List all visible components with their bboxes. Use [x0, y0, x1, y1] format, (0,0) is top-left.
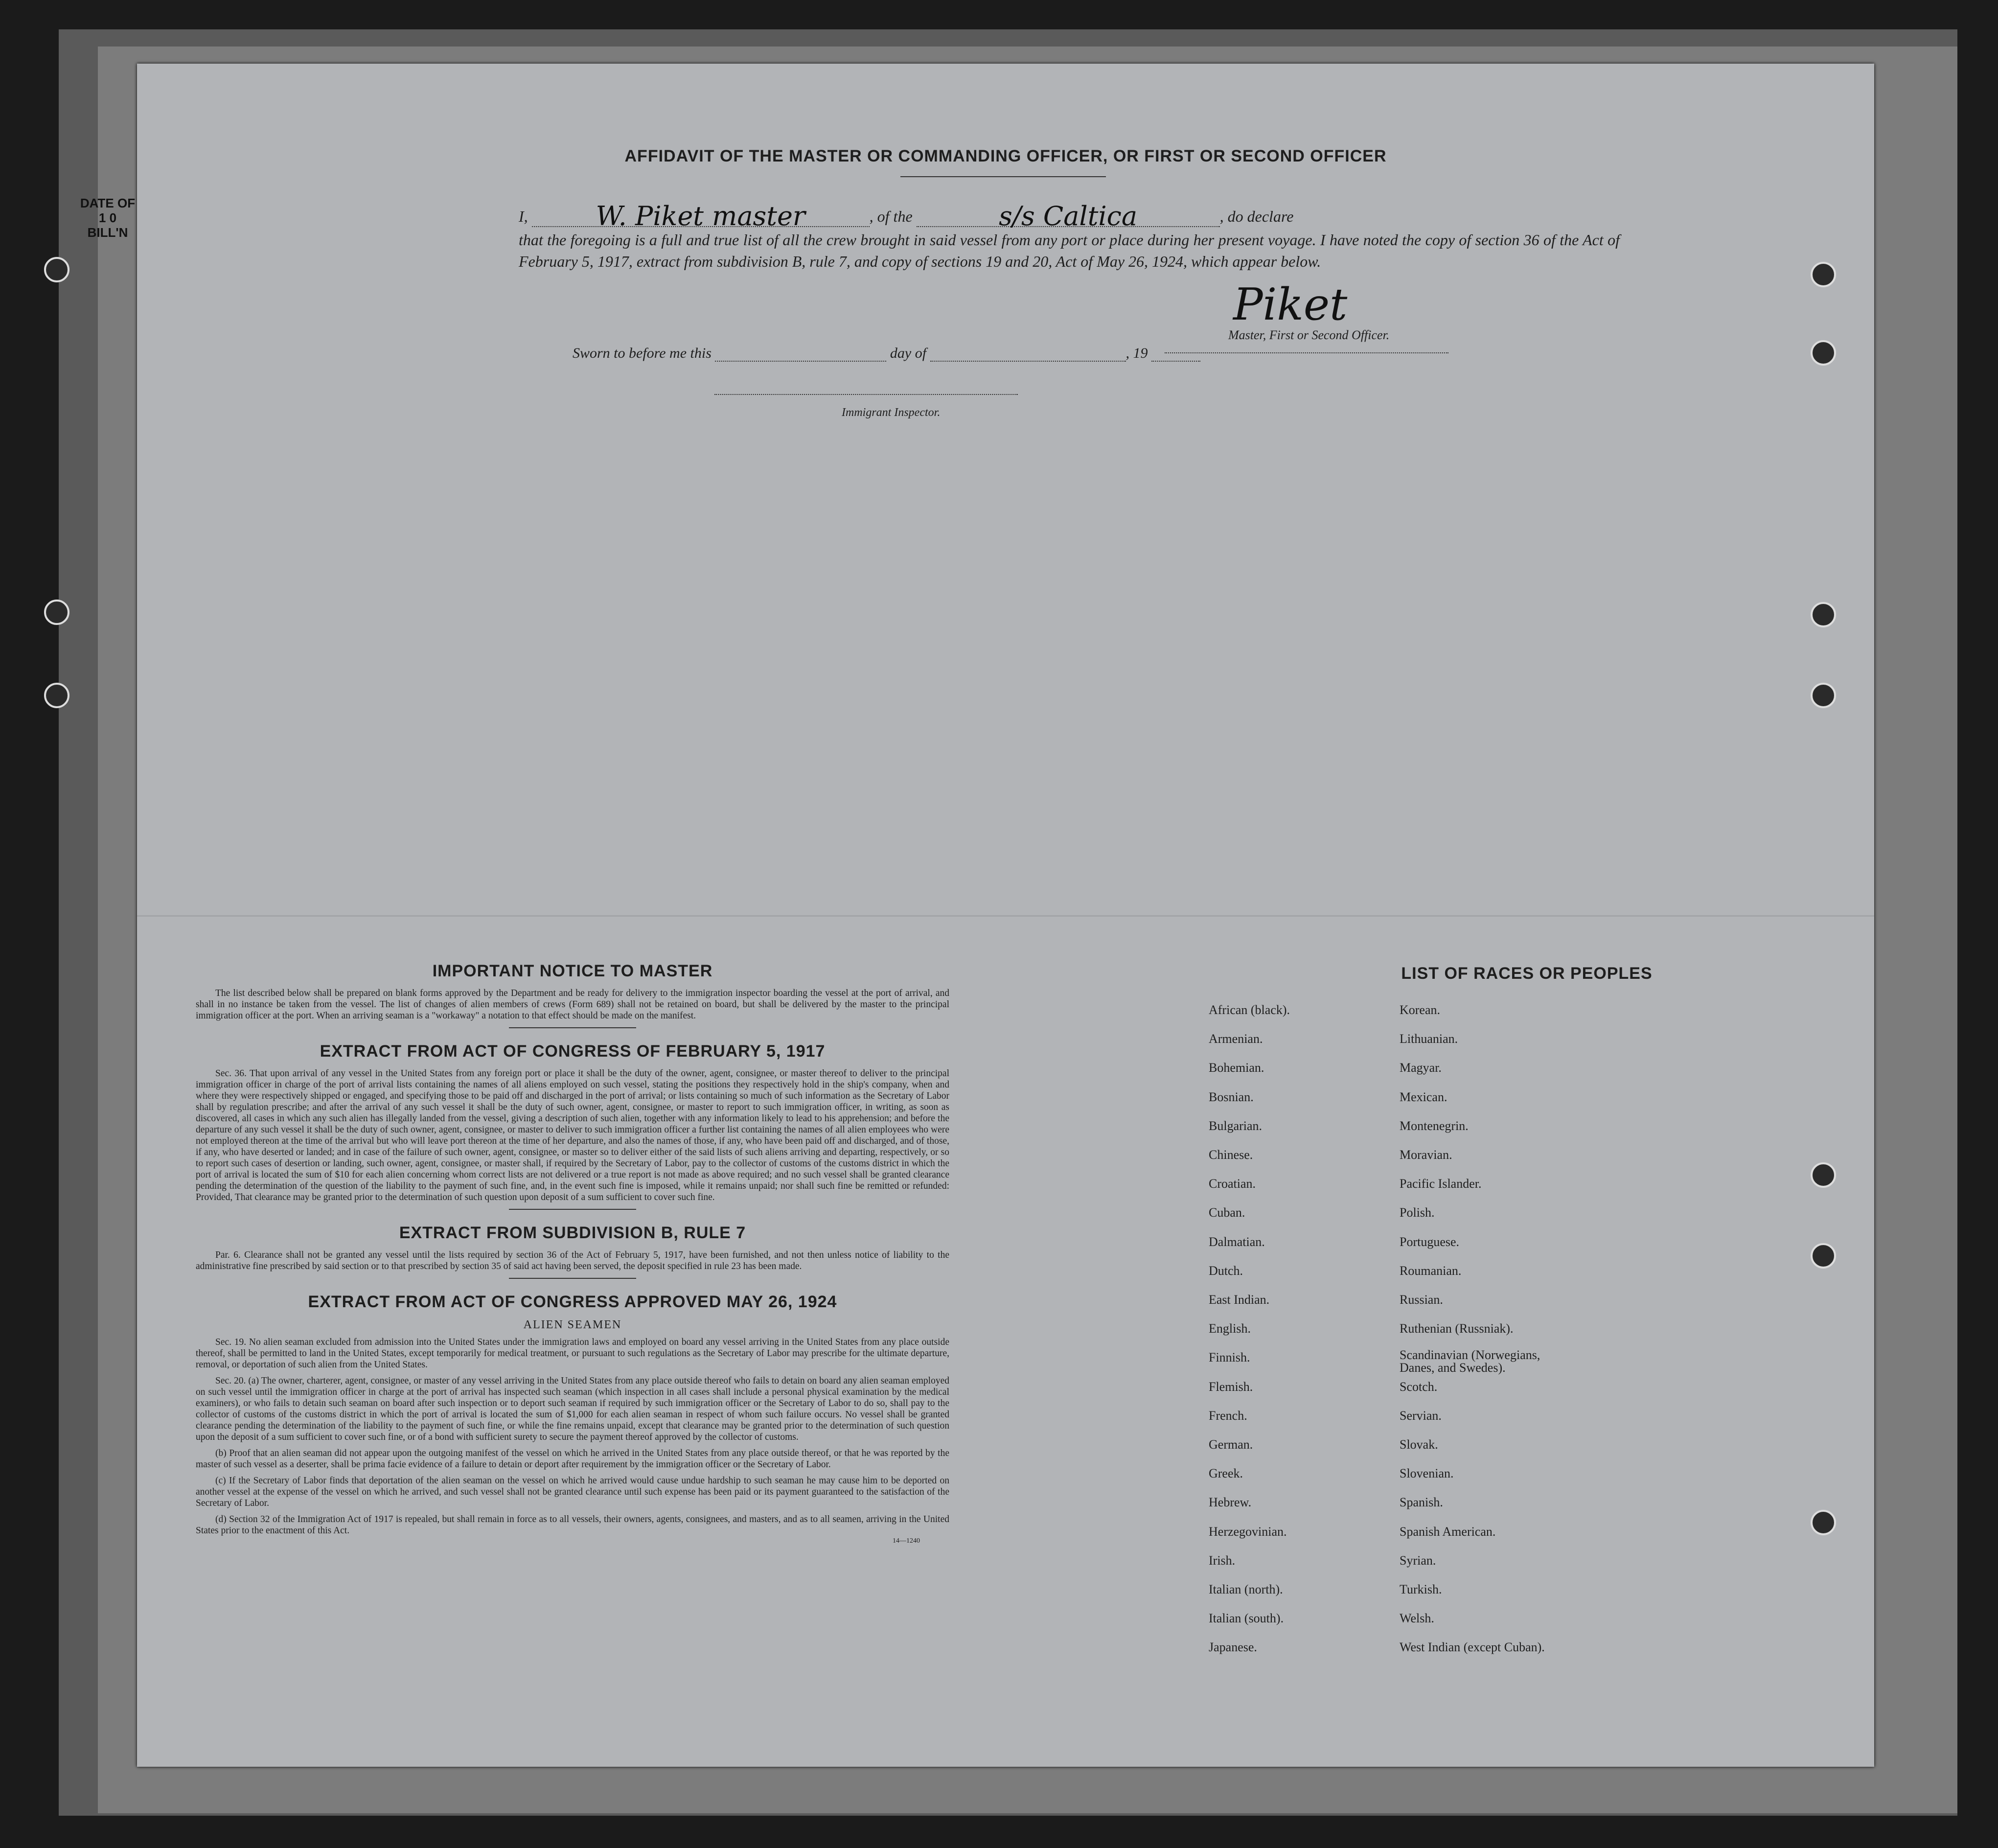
race-item: Cuban. [1209, 1205, 1245, 1220]
race-item: Irish. [1209, 1553, 1236, 1568]
race-item: Dutch. [1209, 1263, 1243, 1278]
race-item: Croatian. [1209, 1177, 1256, 1191]
race-item: Syrian. [1400, 1553, 1436, 1568]
extract-1924-paragraph: (b) Proof that an alien seaman did not appear upon the outgoing manifest of the vessel on which he arrived in the United States from any place outside thereof, or that he was reported by the master of such vessel as a deserter, shall be prima facie evidence of a failure to detain or deport after requirement by the immigration officer or the Secretary of Labor. [196, 1448, 949, 1470]
notice-text: The list described below shall be prepared on blank forms approved by the Department and be ready for delivery to the immigration inspector boarding the vessel at the port of arrival, and shall in no instance be taken from the vessel. The list of changes of alien members of crews (Form 689) shall not be retained on board, but shall be delivered by the master to the principal immigration officer at the port. When an arriving seaman is a "workaway" a notation to that effect should be made on the manifest. [196, 988, 949, 1021]
race-item: Japanese. [1209, 1640, 1257, 1655]
page-fold [137, 915, 1874, 917]
race-item: Bosnian. [1209, 1089, 1254, 1104]
race-item: Roumanian. [1400, 1263, 1462, 1278]
rule7-text: Par. 6. Clearance shall not be granted any vessel until the lists required by section 36 of the Act of February 5, 1917, have been furnished, and not then unless notice of liability to the administrative fine prescribed by said section or to that prescribed by section 35 of said act having been served, the deposit specified in rule 23 has been made. [196, 1250, 949, 1271]
race-item: Pacific Islander. [1400, 1177, 1482, 1191]
binder-hole-icon [1811, 683, 1836, 708]
do-declare-label: , do declare [1219, 208, 1294, 225]
sworn-day-label: day of [890, 345, 927, 361]
date-stamp [73, 196, 142, 240]
divider [509, 1027, 636, 1028]
binder-hole-icon [1811, 262, 1836, 287]
extract-1917-text: Sec. 36. That upon arrival of any vessel in the United States from any foreign port or place it shall be the duty of the owner, agent, consignee, or master thereof to deliver to the principal immigration officer in charge of the port of arrival lists containing the names of all aliens employed on such vessel, stating the positions they respectively hold in the ship's company, when and where they were respectively shipped or engaged, and specifying those to be paid off and discharged in the port of arrival; or lists containing so much of such information as the Secretary of Labor shall by regulation prescribe; and after the arrival of any such vessel it shall be the duty of such owner, agent, consignee, or master to report to such immigration officer, in writing, as soon as discovered, all cases in which any such alien has illegally landed from the vessel, giving a description of such alien, together with any information likely to lead to his apprehension; and before the departure of any such vessel it shall be the duty of such owner, agent, consignee, or master to deliver to such immigration officer a further list containing the names of all alien employees who were not employed thereon at the time of the arrival but who will leave port thereon at the time of her departure, and also the names of those, if any, who have been paid off and discharged, and of those, if any, who have deserted or landed; and in case of the failure of such owner, agent, consignee, or master so to deliver either of the said lists of such aliens arriving and departing, respectively, or so to report such cases of desertion or landing, such owner, agent, consignee, or master shall, if required by the Secretary of Labor, pay to the collector of customs of the customs district in which the port of arrival is located the sum of $10 for each alien concerning whom correct lists are not delivered or a true report is not made as above required; and no such vessel shall be granted clearance pending the determination of the question of the liability to the payment of such fine, and, in the event such fine is imposed, while it remains unpaid; nor shall such fine be remitted or refunded: Provided, That clearance may be granted prior to the determination of such question upon deposit of a sum sufficient to cover such fine. [196, 1068, 949, 1202]
master-signature: Piket [1233, 279, 1348, 330]
race-item: West Indian (except Cuban). [1400, 1640, 1545, 1655]
race-item: Servian. [1400, 1408, 1442, 1423]
master-name-handwritten: W. Piket master [596, 201, 805, 231]
notice-title: IMPORTANT NOTICE TO MASTER [432, 962, 713, 980]
race-item: Lithuanian. [1400, 1032, 1458, 1046]
stamp-line: 1 0 [98, 210, 117, 225]
race-item: Herzegovinian. [1209, 1524, 1287, 1539]
race-item: Italian (south). [1209, 1611, 1284, 1626]
sworn-year-field [1151, 346, 1200, 362]
alien-seamen-subtitle: ALIEN SEAMEN [523, 1318, 622, 1331]
binder-hole-icon [1811, 1162, 1836, 1188]
race-item: Italian (north). [1209, 1582, 1283, 1596]
race-item: Dalmatian. [1209, 1234, 1265, 1249]
extract-1924-paragraph: (d) Section 32 of the Immigration Act of 1917 is repealed, but shall remain in force as to all vessels, their owners, agents, consignees, and masters, and as to all seamen, arriving in the United States prior to the enactment of this Act. [196, 1514, 949, 1536]
sworn-prefix: Sworn to before me this [573, 345, 712, 361]
divider [900, 176, 1106, 177]
affidavit-pronoun: I, [519, 208, 528, 225]
race-item: Armenian. [1209, 1032, 1263, 1046]
stamp-line: DATE OF [80, 196, 136, 210]
race-item: Montenegrin. [1400, 1118, 1469, 1133]
rule7-title: EXTRACT FROM SUBDIVISION B, RULE 7 [399, 1224, 746, 1242]
race-item: Greek. [1209, 1466, 1243, 1481]
extract-1924-paragraph: (c) If the Secretary of Labor finds that deportation of the alien seaman on the vessel on which he arrived would cause undue hardship to such seaman he may cause him to be deported on another vessel at the expense of the vessel on which he arrived, and such vessel shall not be granted clearance until such expense has been paid or its payment guaranteed to the satisfaction of the Secretary of Labor. [196, 1476, 949, 1508]
extract-1924-paragraph: Sec. 19. No alien seaman excluded from admission into the United States under the immigration laws and employed on board any vessel arriving in the United States from any place outside thereof, shall be permitted to land in the United States, except temporarily for medical treatment, or pursuant to such regulations as the Secretary of Labor may prescribe for the ultimate departure, removal, or deportation of such alien from the United States. [196, 1337, 949, 1370]
vessel-name-field [917, 201, 1220, 231]
sworn-date-field [715, 346, 886, 362]
race-item: Polish. [1400, 1205, 1435, 1220]
extract-1917-title: EXTRACT FROM ACT OF CONGRESS OF FEBRUARY 5, 1917 [320, 1042, 826, 1061]
affidavit-body: that the foregoing is a full and true list of all the crew brought in said vessel from any port or place during her present voyage. I have noted the copy of section 36 of the Act of February 5, 1917, extract from subdivision B, rule 7, and copy of sections 19 and 20, Act of May 26, 1924, which appear below. [519, 231, 1620, 270]
race-item: Korean. [1400, 1003, 1441, 1017]
race-item: Turkish. [1400, 1582, 1442, 1596]
race-item: Flemish. [1209, 1379, 1253, 1394]
sworn-line [573, 345, 1200, 362]
master-name-field [532, 201, 870, 231]
race-item: Spanish. [1400, 1495, 1443, 1510]
race-item: Slovenian. [1400, 1466, 1454, 1481]
affidavit-title: AFFIDAVIT OF THE MASTER OR COMMANDING OFFICER, OR FIRST OR SECOND OFFICER [624, 147, 1387, 165]
binder-hole-icon [44, 257, 69, 282]
vessel-name-handwritten: s/s Caltica [999, 201, 1138, 231]
race-item: East Indian. [1209, 1293, 1270, 1307]
race-item: Russian. [1400, 1293, 1443, 1307]
race-item: Spanish American. [1400, 1524, 1496, 1539]
binder-hole-icon [1811, 602, 1836, 627]
race-item: French. [1209, 1408, 1247, 1423]
stamp-line: BILL'N [87, 225, 128, 240]
race-item: German. [1209, 1437, 1253, 1452]
race-item: Hebrew. [1209, 1495, 1252, 1510]
binder-hole-icon [44, 600, 69, 625]
binder-hole-icon [1811, 1510, 1836, 1535]
race-item: Ruthenian (Russniak). [1400, 1321, 1514, 1336]
race-item: Scotch. [1400, 1379, 1438, 1394]
legal-extracts [196, 962, 949, 1545]
inspector-signature-line [714, 394, 1018, 395]
extract-1924-title: EXTRACT FROM ACT OF CONGRESS APPROVED MAY 26, 1924 [308, 1293, 837, 1311]
signature-caption: Master, First or Second Officer. [1228, 328, 1390, 342]
race-item: Mexican. [1400, 1089, 1447, 1104]
divider [509, 1209, 636, 1210]
race-item: Bohemian. [1209, 1061, 1264, 1075]
race-item: Finnish. [1209, 1350, 1250, 1365]
extract-1924-paragraph: Sec. 20. (a) The owner, charterer, agent, consignee, or master of any vessel arriving in the United States from any place outside thereof who fails to detain on board any alien seaman employed on such vessel until the immigration officer in charge at the port of arrival has inspected such seaman (which inspection in all cases shall include a personal physical examination by the medical examiners), or who fails to detain such seaman on board after such inspection or to deport such seaman if required by such immigration officer or the Secretary of Labor to do so, shall pay to the collector of customs of the customs district in which the port of arrival is located the sum of $1,000 for each alien seaman in respect of whom such failure occurs. No vessel shall be granted clearance pending the determination of the liability to the payment of such fine, or while the fine remains unpaid, except that clearance may be granted prior to the determination of such question upon the deposit of a sum sufficient to cover such fine, or of a bond with sufficient surety to secure the payment thereof approved by the collector of customs. [196, 1376, 949, 1442]
affidavit-statement [519, 201, 1620, 272]
divider [509, 1278, 636, 1279]
race-item: Magyar. [1400, 1061, 1442, 1075]
race-item: African (black). [1209, 1003, 1290, 1017]
sworn-month-field [930, 346, 1126, 362]
race-item: Moravian. [1400, 1148, 1452, 1162]
binder-hole-icon [1811, 340, 1836, 366]
sworn-year-label: , 19 [1125, 345, 1148, 361]
races-title: LIST OF RACES OR PEOPLES [1401, 964, 1653, 983]
binder-hole-icon [1811, 1243, 1836, 1269]
race-item: English. [1209, 1321, 1251, 1336]
of-the-label: , of the [869, 208, 913, 225]
race-item: Chinese. [1209, 1148, 1253, 1162]
race-item: Portuguese. [1400, 1234, 1460, 1249]
manifest-page [137, 64, 1874, 1767]
binder-hole-icon [44, 683, 69, 708]
race-item: Slovak. [1400, 1437, 1438, 1452]
race-item: Scandinavian (Norwegians, Danes, and Swedes). [1400, 1348, 1540, 1375]
form-number: 14—1240 [893, 1537, 920, 1545]
inspector-caption: Immigrant Inspector. [842, 406, 941, 419]
race-item: Welsh. [1400, 1611, 1434, 1626]
race-item: Bulgarian. [1209, 1118, 1263, 1133]
